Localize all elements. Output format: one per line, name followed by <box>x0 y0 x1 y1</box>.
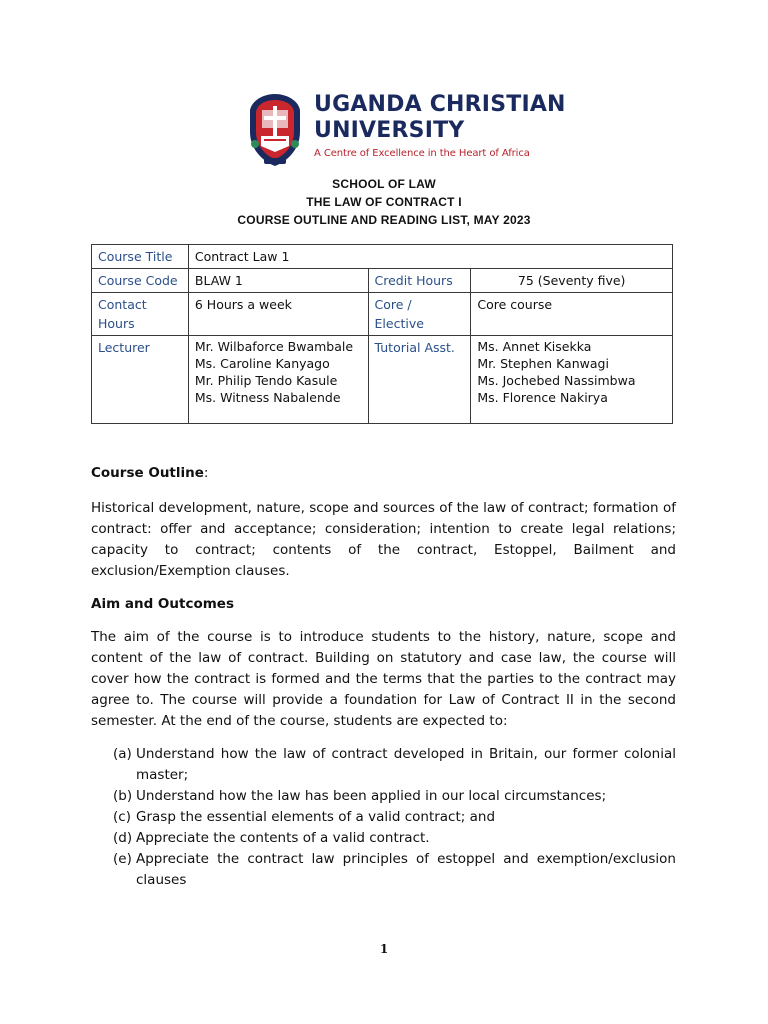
list-item <box>113 849 676 891</box>
course-outline-heading-colon: : <box>203 465 209 481</box>
course-code-label: Course Code <box>92 269 189 293</box>
course-title-value: Contract Law 1 <box>188 245 672 269</box>
table-row <box>92 269 673 293</box>
outcome-text: Understand how the law has been applied in our local circumstances; <box>136 788 607 804</box>
core-elective-label-line-1: Core / <box>374 297 412 312</box>
core-elective-label <box>368 293 471 336</box>
core-elective-label-line-2: Elective <box>374 316 424 331</box>
lecturer-name: Ms. Witness Nabalende <box>194 390 341 405</box>
tutorial-assistant-label: Tutorial Asst. <box>368 336 471 424</box>
table-row <box>92 293 673 336</box>
university-tagline: A Centre of Excellence in the Heart of Africa <box>314 148 530 159</box>
outcome-marker: (b) <box>113 788 133 804</box>
outcome-text: Appreciate the contents of a valid contract. <box>136 830 430 846</box>
list-item <box>113 828 676 849</box>
contact-hours-label-line-2: Hours <box>98 316 135 331</box>
course-title: THE LAW OF CONTRACT I <box>306 195 462 209</box>
contact-hours-label <box>92 293 189 336</box>
aims-heading: Aim and Outcomes <box>91 596 235 612</box>
outcome-marker: (c) <box>113 809 131 825</box>
list-item <box>113 744 676 786</box>
course-code-value: BLAW 1 <box>188 269 368 293</box>
university-logo <box>244 92 566 168</box>
course-outline-heading-text: Course Outline <box>91 465 204 481</box>
tutorial-assistant-name: Mr. Stephen Kanwagi <box>477 356 609 371</box>
university-name-line-1: UGANDA CHRISTIAN <box>314 92 566 117</box>
contact-hours-value: 6 Hours a week <box>188 293 368 336</box>
tutorial-assistant-name: Ms. Jochebed Nassimbwa <box>477 373 636 388</box>
lecturer-name: Ms. Caroline Kanyago <box>194 356 330 371</box>
course-info-table <box>91 244 673 424</box>
credit-hours-label: Credit Hours <box>368 269 471 293</box>
course-outline-heading <box>91 465 208 481</box>
credit-hours-value: 75 (Seventy five) <box>471 269 673 293</box>
lecturer-label: Lecturer <box>92 336 189 424</box>
course-outline-text: Historical development, nature, scope and sources of the law of contract; formation of contract: offer and acceptance; consideration; intention to create legal relations; capacity to contract; contents of the contract, Estoppel, Bailment and exclusion/Exemption clauses. <box>91 500 676 579</box>
course-title-label: Course Title <box>92 245 189 269</box>
outline-title: COURSE OUTLINE AND READING LIST, MAY 2023 <box>237 213 531 227</box>
list-item <box>113 786 676 807</box>
aims-text: The aim of the course is to introduce students to the history, nature, scope and content of the law of contract. Building on statutory and case law, the course will cover how the contract is formed and the terms that the parties to the contract may agree to. The course will provide a foundation for Law of Contract II in the second semester. At the end of the course, students are expected to: <box>91 629 676 729</box>
ucu-crest-icon <box>244 92 306 168</box>
outcome-text: Appreciate the contract law principles of estoppel and exemption/exclusion clauses <box>136 851 676 888</box>
table-row <box>92 336 673 424</box>
outcomes-list <box>113 744 676 891</box>
lecturer-name: Mr. Philip Tendo Kasule <box>194 373 338 388</box>
outcome-marker: (e) <box>113 851 132 867</box>
outcome-text: Grasp the essential elements of a valid contract; and <box>136 809 496 825</box>
list-item <box>113 807 676 828</box>
core-elective-value: Core course <box>471 293 673 336</box>
university-name-line-2: UNIVERSITY <box>314 118 465 143</box>
lecturer-list <box>188 336 368 424</box>
tutorial-assistant-name: Ms. Florence Nakirya <box>477 390 608 405</box>
page-number: 1 <box>379 942 389 956</box>
tutorial-assistant-name: Ms. Annet Kisekka <box>477 339 592 354</box>
outcome-marker: (d) <box>113 830 133 846</box>
school-title: SCHOOL OF LAW <box>332 177 436 191</box>
tutorial-assistant-list <box>471 336 673 424</box>
outcome-text: Understand how the law of contract developed in Britain, our former colonial master; <box>136 746 676 783</box>
contact-hours-label-line-1: Contact <box>98 297 147 312</box>
table-row <box>92 245 673 269</box>
document-heading <box>0 175 768 229</box>
outcome-marker: (a) <box>113 746 132 762</box>
university-name <box>314 92 566 144</box>
lecturer-name: Mr. Wilbaforce Bwambale <box>194 339 354 354</box>
